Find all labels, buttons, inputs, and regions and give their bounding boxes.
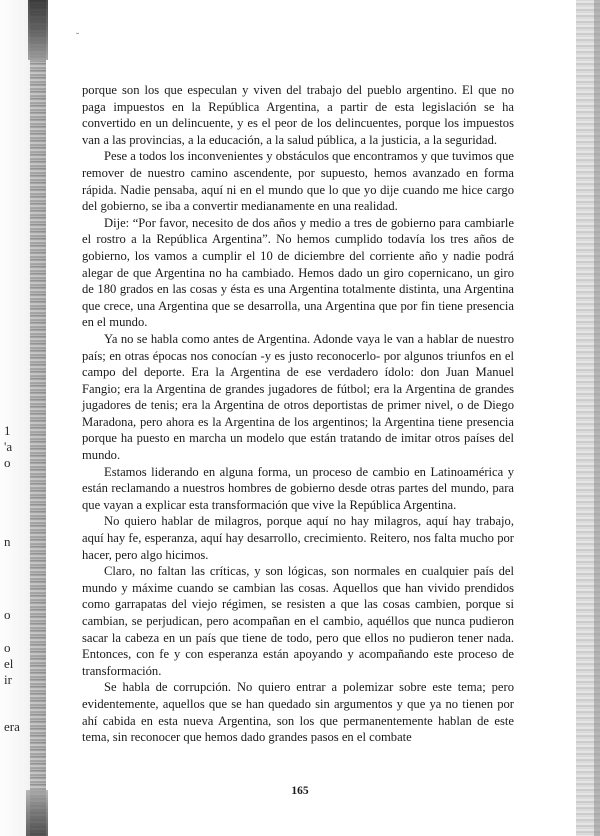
paragraph: Dije: “Por favor, necesito de dos años y medio a tres de gobierno para cambiarle el rostro a la República Argentina”. No hemos cumplido todavía los tres años de gobierno, los vamos a cumplir el 10 de diciembre del corriente año y nadie podrá alegar de que Argentina no ha cambiado. Hemos dado un giro copernicano, un giro de 180 grados en las cosas y ésta es una Argentina totalmente distinta, una Argentina que crece, una Argentina que se desarrolla, una Argentina que por fin tiene presencia en el mundo. xyxy=(82,215,514,330)
paragraph: Se habla de corrupción. No quiero entrar a polemizar sobre este tema; pero evidentemente, aquellos que se han quedado sin argumentos y que ya no tienen por ahí cabida en esta nueva Argentina, son los que permanentemente hablan de este tema, sin reconocer que hemos dado grandes pasos en el combate xyxy=(82,680,514,745)
paragraph: No quiero hablar de milagros, porque aquí no hay milagros, aquí hay trabajo, aquí hay fe, esperanza, aquí hay desarrollo, crecimiento. Reitero, nos falta mucho por hacer, pero algo hicimos. xyxy=(82,514,514,562)
page-body xyxy=(82,82,514,746)
margin-fragment: o xyxy=(4,607,11,622)
book-binding-shadow xyxy=(30,0,46,836)
margin-fragment: era xyxy=(4,719,20,734)
margin-fragment: o xyxy=(4,640,11,655)
margin-fragment: n xyxy=(4,534,11,549)
paragraph: Ya no se habla como antes de Argentina. Adonde vaya le van a hablar de nuestro país; en otras épocas nos conocían -y es justo reconocerlo- por algunos triunfos en el campo del deporte. Era la Argentina de ese verdadero ídolo: don Juan Manuel Fangio; era la Argentina de grandes jugadores de fútbol; era la Argentina de grandes jugadores de tenis; era la Argentina de otros deportistas de primer nivel, o de Diego Maradona, pero ahora es la Argentina de los argentinos; la Argentina tiene presencia porque ha puesto en marcha un modelo que están tratando de imitar otros países del mundo. xyxy=(82,331,514,463)
paragraph: Pese a todos los inconvenientes y obstáculos que encontramos y que tuvimos que remover de nuestro camino ascendente, por supuesto, hemos avanzado en forma rápida. Nadie pensaba, aquí ni en el mundo que lo que yo dije cuando me hice cargo del gobierno, se iba a convertir medianamente en una realidad. xyxy=(82,149,514,214)
margin-fragment: ir xyxy=(4,672,12,687)
page-number: 165 xyxy=(291,785,309,797)
margin-fragment: o xyxy=(4,455,11,470)
paragraph: Estamos liderando en alguna forma, un proceso de cambio en Latinoamérica y están reclamando a nuestros hombres de gobierno desde otras partes del mundo, para que vayan a explicar esta transformación que vive la República Argentina. xyxy=(82,464,514,512)
binding-top-shadow xyxy=(28,0,48,60)
margin-fragment: el xyxy=(4,656,14,671)
scan-right-edge-dark xyxy=(594,0,600,836)
paragraph: porque son los que especulan y viven del trabajo del pueblo argentino. El que no paga impuestos en la República Argentina, a partir de esta legislación se ha convertido en un delincuente, y es el peor de los delincuentes, porque los impuestos van a las provincias, a la educación, a la salud pública, a la justicia, a la seguridad. xyxy=(82,83,514,147)
margin-fragment: 1 xyxy=(4,423,11,438)
scan-mark: ˘ xyxy=(76,32,80,43)
margin-fragment: 'a xyxy=(4,439,13,454)
paragraph: Claro, no faltan las críticas, y son lógicas, son normales en cualquier país del mundo y máxime cuando se cambian las cosas. Aquellos que han vivido prendidos como garrapatas del viejo régimen, se resisten a que las cosas cambien, porque si cambian, se perjudican, pero acompañan en el cambio, aquéllos que nunca pudieron sacar la cabeza en un país que tiene de todo, pero que ellos no pudieron tener nada. Entonces, con fe y con esperanza están apoyando y acompañando este proceso de transformación. xyxy=(82,564,514,678)
